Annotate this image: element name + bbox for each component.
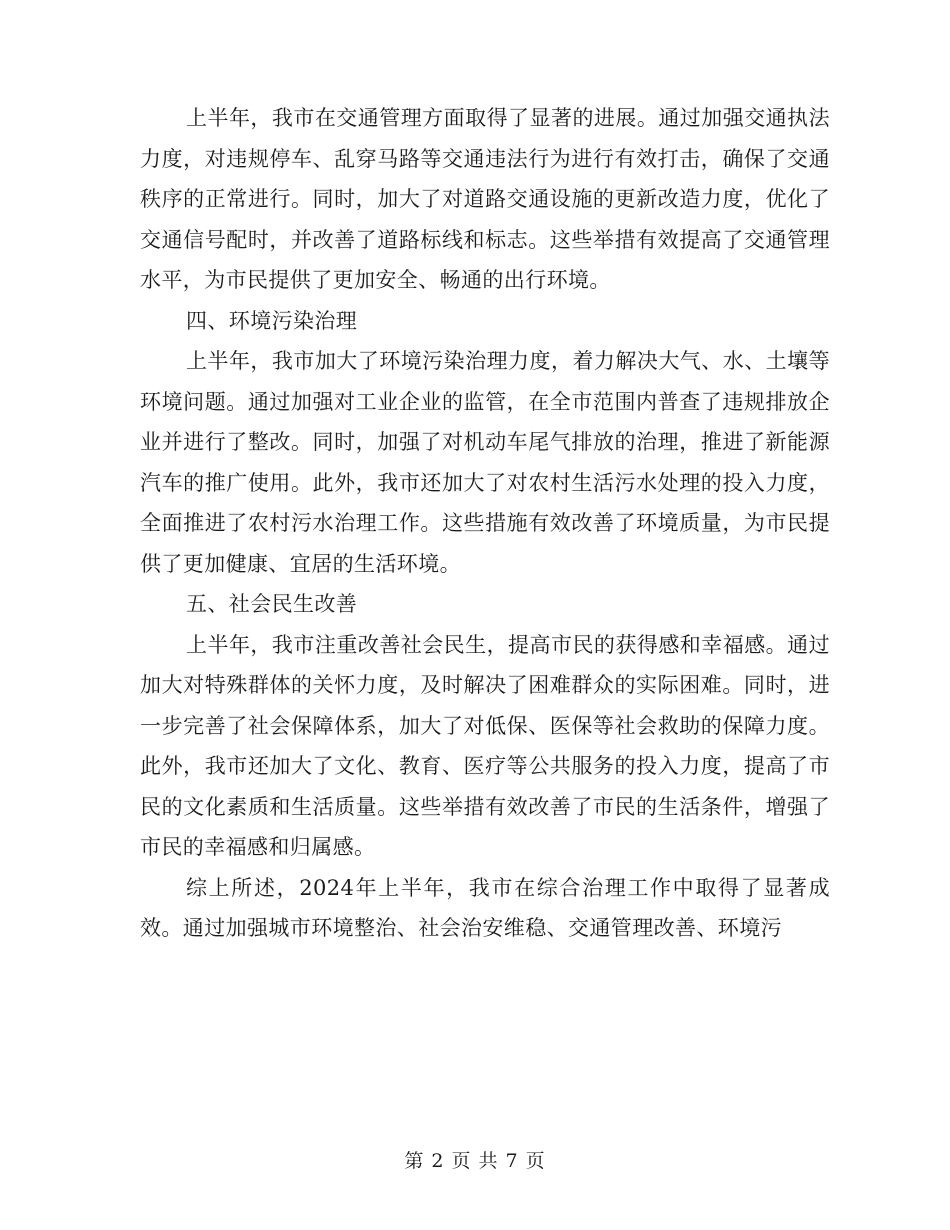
paragraph-livelihood: 上半年，我市注重改善社会民生，提高市民的获得感和幸福感。通过加大对特殊群体的关怀力度，及时解决了困难群众的实际困难。同时，进一步完善了社会保障体系，加大了对低保、医保等社会救助的保障力度。此外，我市还加大了文化、教育、医疗等公共服务的投入力度，提高了市民的文化素质和生活质量。这些举措有效改善了市民的生活条件，增强了市民的幸福感和归属感。 — [140, 632, 830, 859]
document-body — [140, 98, 830, 949]
paragraph-summary: 综上所述，2024年上半年，我市在综合治理工作中取得了显著成效。通过加强城市环境整治、社会治安维稳、交通管理改善、环境污 — [140, 875, 830, 940]
section-heading-environment: 四、环境污染治理 — [186, 308, 358, 333]
paragraph-traffic-management: 上半年，我市在交通管理方面取得了显著的进展。通过加强交通执法力度，对违规停车、乱穿马路等交通违法行为进行有效打击，确保了交通秩序的正常进行。同时，加大了对道路交通设施的更新改造力度，优化了交通信号配时，并改善了道路标线和标志。这些举措有效提高了交通管理水平，为市民提供了更加安全、畅通的出行环境。 — [140, 106, 830, 292]
section-heading-livelihood: 五、社会民生改善 — [186, 592, 358, 616]
paragraph-environment: 上半年，我市加大了环境污染治理力度，着力解决大气、水、土壤等环境问题。通过加强对工业企业的监管，在全市范围内普查了违规排放企业并进行了整改。同时，加强了对机动车尾气排放的治理，推进了新能源汽车的推广使用。此外，我市还加大了对农村生活污水处理的投入力度，全面推进了农村污水治理工作。这些措施有效改善了环境质量，为市民提供了更加健康、宜居的生活环境。 — [140, 349, 830, 576]
page-number-footer: 第 2 页 共 7 页 — [404, 1150, 546, 1172]
